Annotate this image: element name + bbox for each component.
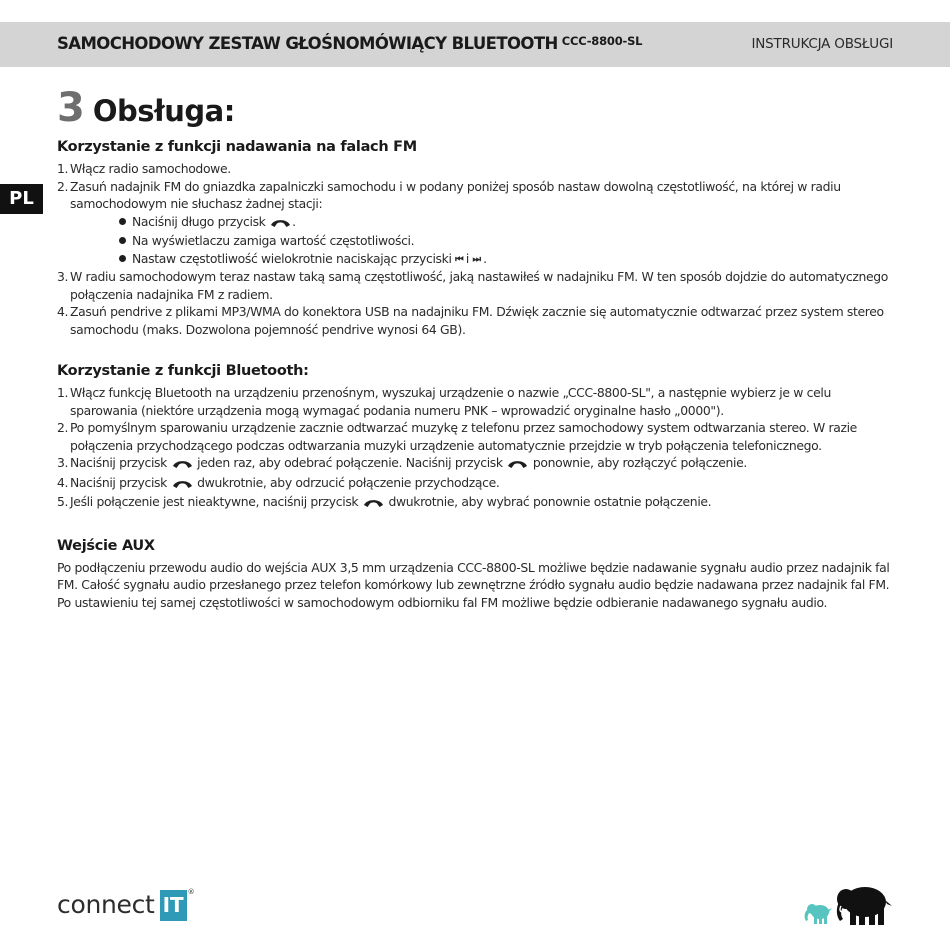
aux-heading: Wejście AUX	[57, 537, 155, 554]
step-number: 4.	[57, 474, 69, 490]
phone-button-icon	[270, 215, 291, 233]
page-content	[57, 82, 897, 611]
step-number: 3.	[57, 455, 69, 470]
phone-button-icon	[172, 456, 193, 474]
phone-button-icon	[507, 456, 528, 474]
substep-text-end: .	[292, 213, 296, 229]
bullet-icon	[119, 255, 126, 262]
logo-word: connect	[57, 889, 155, 919]
previous-track-icon: ⏮	[455, 253, 463, 265]
header-product-name: SAMOCHODOWY ZESTAW GŁOŚNOMÓWIĄCY BLUETOOTH	[57, 34, 558, 53]
bt-step-4	[57, 474, 897, 494]
bluetooth-heading: Korzystanie z funkcji Bluetooth:	[57, 363, 309, 379]
bt-step-1	[57, 384, 897, 419]
step-text-end: dwukrotnie, aby wybrać ponownie ostatnie połączenie.	[388, 494, 712, 509]
page-header	[0, 22, 950, 67]
substep-text: Na wyświetlaczu zamiga wartość częstotliwości.	[132, 233, 415, 248]
substep-conjunction: i	[462, 250, 473, 266]
bullet-icon	[119, 218, 126, 225]
step-text-middle: jeden raz, aby odebrać połączenie. Naciśnij przycisk	[197, 455, 503, 470]
step-text: Włącz funkcję Bluetooth na urządzeniu przenośnym, wyszukaj urządzenie o nazwie „CCC-8800-SL", a następnie wybierz je w celu sparowania (niektóre urządzenia mogą wymagać podania numeru PNK – wprowadzić oryginalne hasło „0000").	[70, 385, 831, 418]
step-number: 5.	[57, 494, 69, 509]
step-number: 3.	[57, 269, 69, 284]
step-number: 1.	[57, 161, 69, 176]
step-number: 2.	[57, 420, 69, 435]
header-title	[57, 34, 642, 53]
step-text-end: dwukrotnie, aby odrzucić połączenie przychodzące.	[197, 474, 500, 490]
bt-step-5	[57, 493, 897, 513]
step-text-end: ponownie, aby rozłączyć połączenie.	[532, 455, 747, 470]
elephants-icon	[803, 880, 895, 928]
section-number: 3	[57, 85, 85, 131]
fm-step-3	[57, 268, 897, 303]
bluetooth-list	[57, 384, 897, 513]
fm-substeps	[57, 213, 897, 269]
bt-step-2	[57, 419, 897, 454]
fm-substep-3	[119, 250, 897, 269]
step-text: Zasuń pendrive z plikami MP3/WMA do konektora USB na nadajniku FM. Dźwięk zacznie się automatycznie odtwarzać przez system stereo samochodu (maks. Dozwolona pojemność pendrive wynosi 64 GB).	[70, 304, 884, 337]
phone-button-icon	[363, 495, 384, 513]
registered-mark: ®	[187, 888, 195, 896]
step-text: W radiu samochodowym teraz nastaw taką samą częstotliwość, jaką nastawiłeś w nadajniku FM. W ten sposób dojdzie do automatycznego połączenia nadajnika FM z radiem.	[70, 269, 889, 302]
adult-elephant-icon	[837, 887, 892, 925]
language-tab: PL	[0, 184, 43, 214]
substep-text: Nastaw częstotliwość wielokrotnie naciskając przyciski	[132, 250, 452, 266]
step-text: Włącz radio samochodowe.	[70, 161, 231, 176]
aux-paragraph: Po podłączeniu przewodu audio do wejścia AUX 3,5 mm urządzenia CCC-8800-SL możliwe będzie nadawanie sygnału audio przez nadajnik fal FM. Całość sygnału audio przesłanego przez telefon komórkowy lub zewnętrzne źródło sygnału audio będzie nadawana przez nadajnik fal FM. Po ustawieniu tej samej częstotliwości w samochodowym odbiorniku fal FM możliwe będzie odbieranie nadawanego sygnału audio.	[57, 559, 890, 610]
connect-it-logo	[57, 886, 195, 922]
step-number: 1.	[57, 385, 69, 400]
next-track-icon: ⏭	[472, 253, 480, 265]
step-number: 2.	[57, 178, 69, 194]
step-text: Jeśli połączenie jest nieaktywne, naciśnij przycisk	[70, 494, 359, 509]
bt-step-3	[57, 454, 897, 474]
fm-substep-1	[119, 213, 897, 233]
step-text: Zasuń nadajnik FM do gniazdka zapalniczki samochodu i w podany poniżej sposób nastaw dowolną częstotliwość, na której w radiu samochodowym nie słuchasz żadnej stacji:	[70, 178, 841, 211]
section-title: Obsługa:	[92, 94, 235, 128]
baby-elephant-icon	[805, 904, 832, 924]
logo-box: IT	[160, 890, 187, 921]
phone-button-icon	[172, 476, 193, 494]
section-heading	[57, 82, 897, 131]
step-text: Naciśnij przycisk	[70, 455, 167, 470]
step-number: 4.	[57, 304, 69, 319]
fm-step-4	[57, 303, 897, 338]
fm-list	[57, 160, 897, 338]
fm-step-2	[57, 178, 897, 213]
step-text: Po pomyślnym sparowaniu urządzenie zacznie odtwarzać muzykę z telefonu przez samochodowy system odtwarzania stereo. W razie połączenia przychodzącego podczas odtwarzania muzyki urządzenie automatycznie przejdzie w tryb połączenia telefonicznego.	[70, 420, 857, 453]
step-text: Naciśnij przycisk	[70, 474, 167, 490]
header-manual-label: INSTRUKCJA OBSŁUGI	[751, 36, 893, 52]
bullet-icon	[119, 237, 126, 244]
fm-step-1	[57, 160, 897, 178]
fm-substep-2	[119, 232, 897, 250]
fm-heading: Korzystanie z funkcji nadawania na falach FM	[57, 139, 417, 155]
header-model: CCC-8800-SL	[561, 34, 643, 48]
substep-text: Naciśnij długo przycisk	[132, 213, 266, 229]
substep-text-end: .	[479, 250, 487, 266]
